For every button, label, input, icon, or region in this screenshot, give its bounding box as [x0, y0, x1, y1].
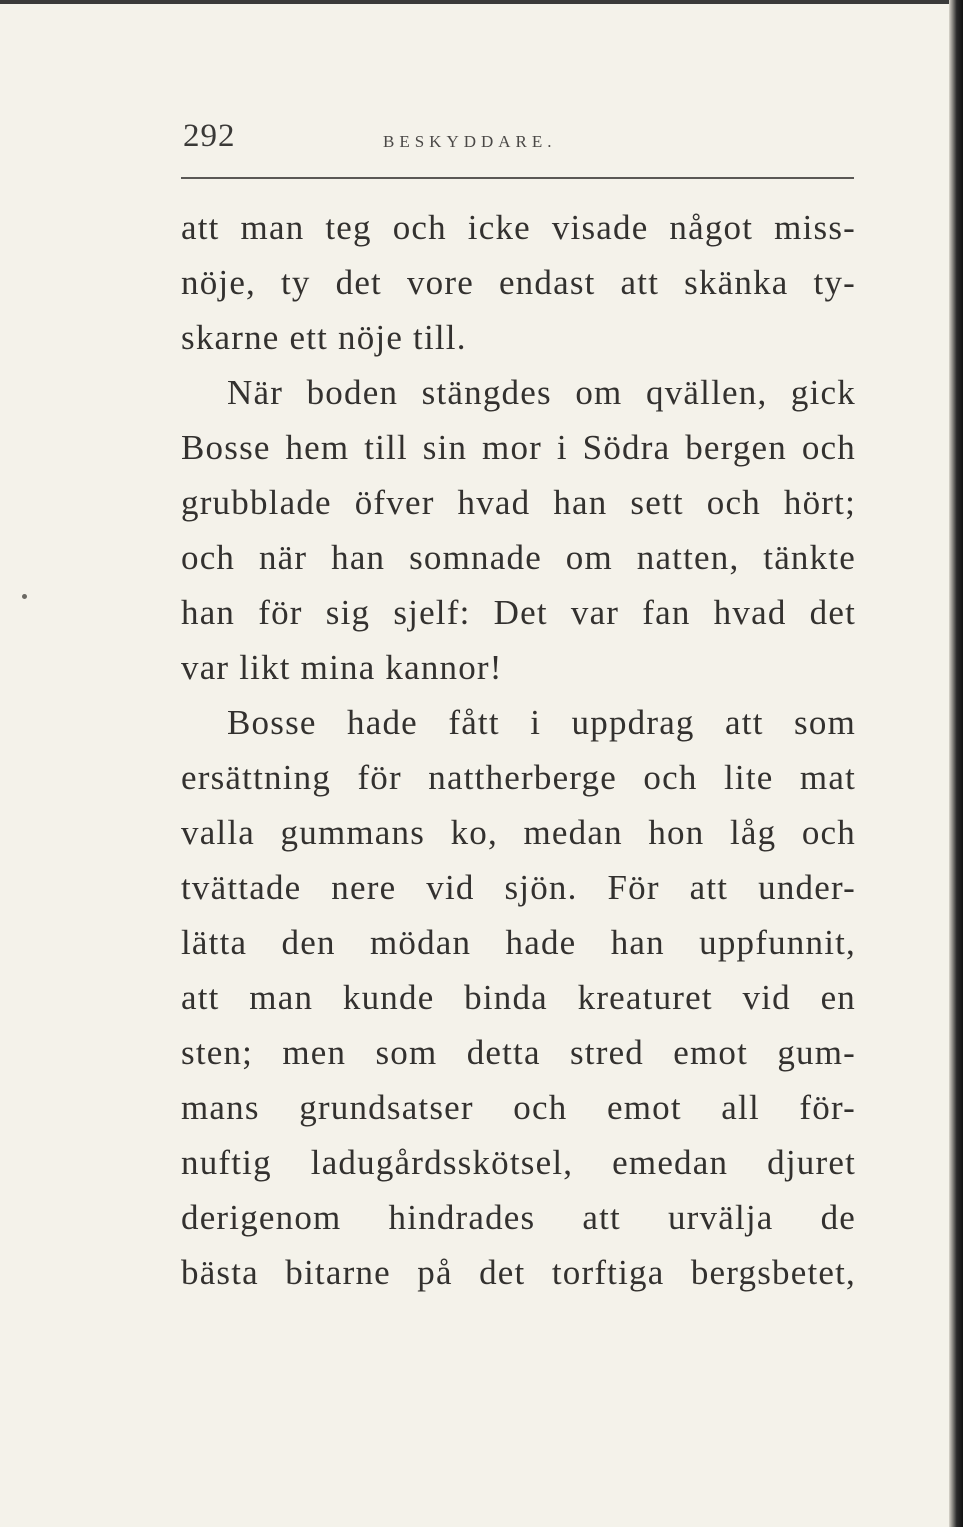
text-line: nöje, ty det vore endast att skänka ty- [181, 263, 856, 302]
text-line: När boden stängdes om qvällen, gick [227, 373, 856, 412]
text-line: nuftig ladugårdsskötsel, emedan djuret [181, 1143, 856, 1182]
text-line: skarne ett nöje till. [181, 318, 467, 357]
text-line: och när han somnade om natten, tänkte [181, 538, 856, 577]
text-line: lätta den mödan hade han uppfunnit, [181, 923, 856, 962]
scan-right-edge [949, 0, 963, 1527]
text-line: grubblade öfver hvad han sett och hört; [181, 483, 856, 522]
scan-top-edge [0, 0, 963, 4]
text-line: derigenom hindrades att urvälja de [181, 1198, 856, 1237]
text-line: Bosse hem till sin mor i Södra bergen och [181, 428, 856, 467]
page-number: 292 [183, 118, 236, 154]
text-line: bästa bitarne på det torftiga bergsbetet, [181, 1253, 856, 1292]
text-line: tvättade nere vid sjön. För att under- [181, 868, 856, 907]
text-line: ersättning för nattherberge och lite mat [181, 758, 856, 797]
body-text [181, 200, 856, 1300]
text-line: mans grundsatser och emot all för- [181, 1088, 856, 1127]
margin-speck [22, 594, 27, 599]
text-line: valla gummans ko, medan hon låg och [181, 813, 856, 852]
text-line: sten; men som detta stred emot gum- [181, 1033, 856, 1072]
text-line: var likt mina kannor! [181, 648, 503, 687]
running-head: BESKYDDARE. [383, 132, 557, 151]
text-line: Bosse hade fått i uppdrag att som [227, 703, 856, 742]
page-header [183, 118, 853, 158]
text-line: att man teg och icke visade något miss- [181, 208, 856, 247]
text-line: han för sig sjelf: Det var fan hvad det [181, 593, 856, 632]
text-line: att man kunde binda kreaturet vid en [181, 978, 856, 1017]
header-rule [181, 177, 854, 179]
